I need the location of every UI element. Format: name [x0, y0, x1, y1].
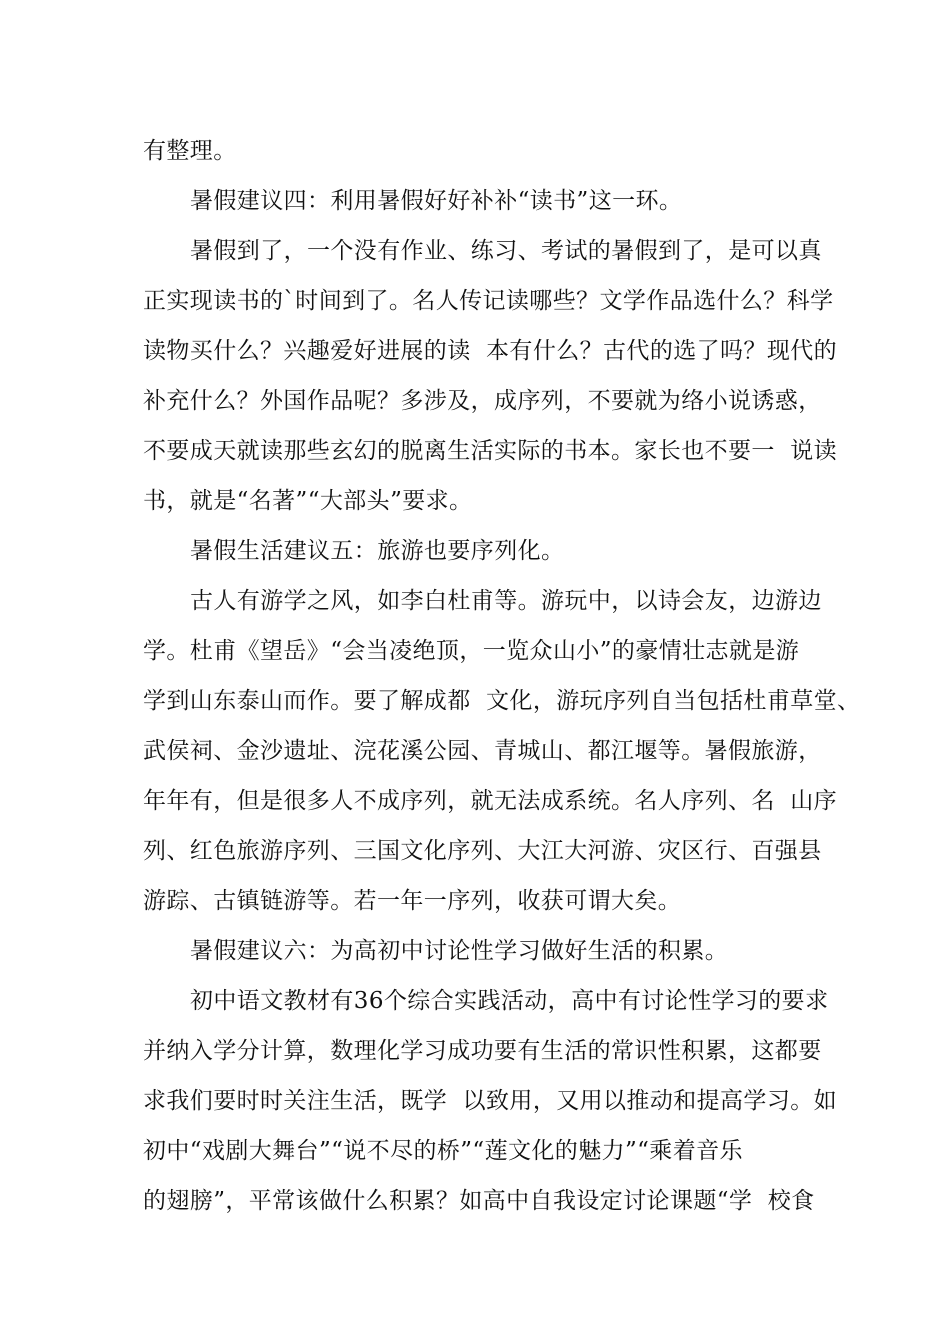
text-line-1: 有整理。	[143, 138, 237, 164]
heading-suggestion-6: 暑假建议六：为高初中讨论性学习做好生活的积累。	[190, 938, 729, 964]
text-line-12: 学到山东泰山而作。要了解成都 文化，游玩序列自当包括杜甫草堂、	[143, 688, 861, 714]
text-line-4: 正实现读书的`时间到了。名人传记读哪些？文学作品选什么？科学	[143, 288, 834, 314]
text-line-16: 游踪、古镇链游等。若一年一序列，收获可谓大矣。	[143, 888, 682, 914]
text-line-21: 初中“戏剧大舞台”“说不尽的桥”“莲文化的魅力”“乘着音乐	[143, 1138, 743, 1164]
text-line-8: 书，就是“名著”“大部头”要求。	[143, 488, 473, 514]
text-line-3: 暑假到了，一个没有作业、练习、考试的暑假到了，是可以真	[190, 238, 822, 264]
text-line-18: 初中语文教材有36个综合实践活动，高中有讨论性学习的要求	[190, 988, 829, 1014]
text-line-5: 读物买什么？兴趣爱好进展的读 本有什么？古代的选了吗？现代的	[143, 338, 838, 364]
text-line-19: 并纳入学分计算，数理化学习成功要有生活的常识性积累，这都要	[143, 1038, 822, 1064]
text-line-11: 学。杜甫《望岳》“会当凌绝顶，一览众山小”的豪情壮志就是游	[143, 638, 800, 664]
heading-suggestion-5: 暑假生活建议五：旅游也要序列化。	[190, 538, 565, 564]
text-line-20: 求我们要时时关注生活，既学 以致用，又用以推动和提高学习。如	[143, 1088, 838, 1114]
heading-suggestion-4: 暑假建议四：利用暑假好好补补“读书”这一环。	[190, 188, 683, 214]
text-line-15: 列、红色旅游序列、三国文化序列、大江大河游、灾区行、百强县	[143, 838, 822, 864]
text-line-6: 补充什么？外国作品呢？多涉及，成序列，不要就为络小说诱惑，	[143, 388, 822, 414]
text-line-14: 年年有，但是很多人不成序列，就无法成系统。名人序列、名 山序	[143, 788, 838, 814]
text-line-7: 不要成天就读那些玄幻的脱离生活实际的书本。家长也不要一 说读	[143, 438, 838, 464]
text-line-13: 武侯祠、金沙遗址、浣花溪公园、青城山、都江堰等。暑假旅游，	[143, 738, 822, 764]
text-line-10: 古人有游学之风，如李白杜甫等。游玩中，以诗会友，边游边	[190, 588, 822, 614]
text-line-22: 的翅膀”，平常该做什么积累？如高中自我设定讨论课题“学 校食	[143, 1188, 815, 1214]
